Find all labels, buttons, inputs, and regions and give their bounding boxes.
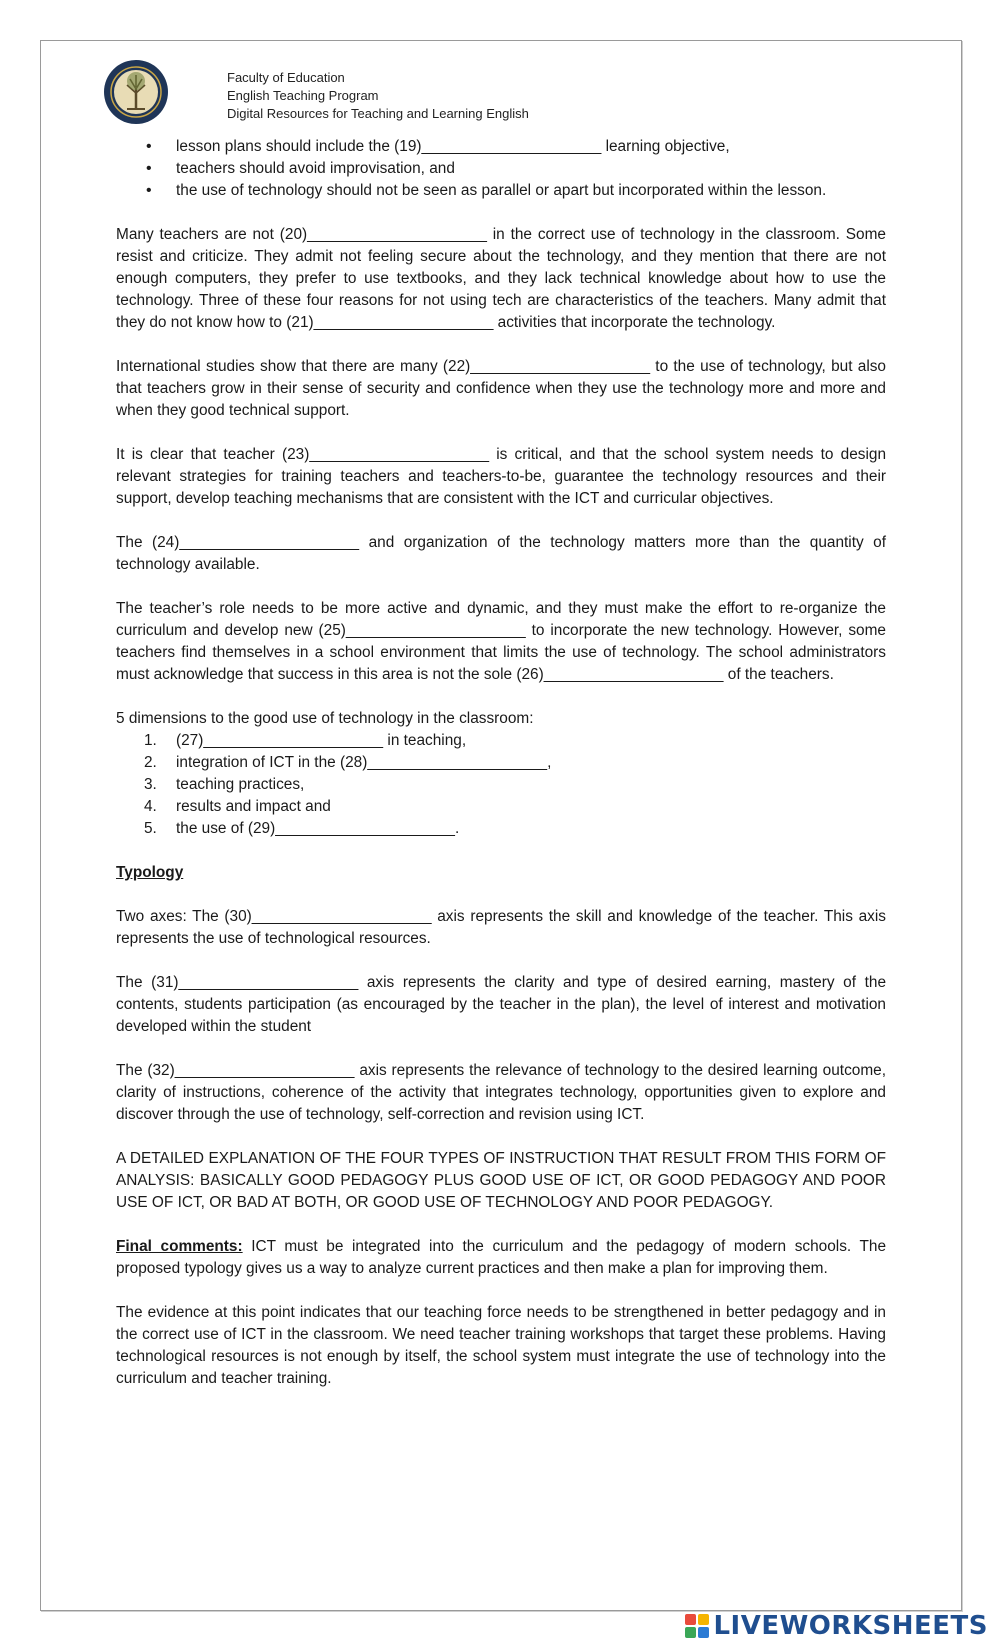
worksheet-content (116, 136, 886, 1412)
paragraph-blank-31: The (31)_____________________ axis represents the clarity and type of desired earning, mastery of the contents, students participation (as encouraged by the teacher in the plan), the level of interest and motivation developed within the student (116, 974, 886, 1035)
university-seal-logo (103, 59, 169, 125)
list-item: • the use of technology should not be seen as parallel or apart but incorporated within the lesson. (116, 180, 886, 202)
list-number: 4. (144, 798, 157, 815)
list-item (116, 752, 886, 774)
list-item: • lesson plans should include the (19)_____________________ learning objective, (116, 136, 886, 158)
dimensions-intro: 5 dimensions to the good use of technology in the classroom: (116, 710, 534, 727)
list-text: (27)_____________________ in teaching, (176, 732, 467, 749)
final-comments-text: ICT must be integrated into the curriculum and the pedagogy of modern schools. The proposed typology gives us a way to analyze current practices and then make a plan for improving them. (116, 1238, 886, 1277)
list-text: integration of ICT in the (28)_____________________, (176, 754, 552, 771)
liveworksheets-logo[interactable] (685, 1609, 988, 1643)
typology-heading: Typology (116, 864, 184, 881)
program-name: English Teaching Program (227, 88, 379, 103)
liveworksheets-logo-text: LIVEWORKSHEETS (713, 1611, 988, 1641)
liveworksheets-mark-icon (685, 1614, 709, 1638)
list-item (116, 818, 886, 840)
list-text: results and impact and (176, 798, 331, 815)
paragraph-blank-25: The teacher’s role needs to be more active and dynamic, and they must make the effort to re-organize the curriculum and develop new (25)_____________________ to incorporate the new technology. However, some teachers find themselves in a school environment that limits the use of technology. The school administrators must acknowledge that success in this area is not the sole (26)_____________________ of the teachers. (116, 600, 886, 683)
list-number: 2. (144, 754, 157, 771)
closing-paragraph: The evidence at this point indicates that our teaching force needs to be strengthened in better pedagogy and in the correct use of ICT in the classroom. We need teacher training workshops that target these problems. Having technological resources is not enough by itself, the school system must integrate the use of technology into the curriculum and teacher training. (116, 1304, 886, 1387)
faculty-name: Faculty of Education (227, 70, 345, 85)
final-comments-label: Final comments: (116, 1238, 243, 1255)
paragraph-blank-22: International studies show that there are many (22)_____________________ to the use of technology, but also that teachers grow in their sense of security and confidence when they use the technology more and more and when they good technical support. (116, 358, 886, 419)
instruction-types-summary: A DETAILED EXPLANATION OF THE FOUR TYPES OF INSTRUCTION THAT RESULT FROM THIS FORM OF ANALYSIS: BASICALLY GOOD PEDAGOGY PLUS GOOD USE OF ICT, OR GOOD PEDAGOGY AND POOR USE OF ICT, OR BAD AT BOTH, OR GOOD USE OF TECHNOLOGY AND POOR PEDAGOGY. (116, 1150, 886, 1211)
header-text (227, 69, 627, 123)
paragraph-blank-20: Many teachers are not (20)_____________________ in the correct use of technology in the classroom. Some resist and criticize. They admit not feeling secure about the technology, and they mention that there are not enough computers, they prefer to use textbooks, and they lack technical knowledge about how to use the technology. Three of these four reasons for not using tech are characteristics of the teachers. Many admit that they do not know how to (21)_____________________ activities that incorporate the technology. (116, 226, 886, 331)
paragraph-blank-24: The (24)_____________________ and organization of the technology matters more than the quantity of technology available. (116, 534, 886, 573)
list-text: the use of (29)_____________________. (176, 820, 460, 837)
list-number: 1. (144, 732, 157, 749)
worksheet-page (40, 40, 962, 1611)
paragraph-blank-32: The (32)_____________________ axis represents the relevance of technology to the desired learning outcome, clarity of instructions, coherence of the activity that integrates technology, opportunities given to explore and discover through the use of technology, self-correction and revision using ICT. (116, 1062, 886, 1123)
paragraph-blank-30: Two axes: The (30)_____________________ axis represents the skill and knowledge of the teacher. This axis represents the use of technological resources. (116, 908, 886, 947)
paragraph-blank-23: It is clear that teacher (23)_____________________ is critical, and that the school system needs to design relevant strategies for training teachers and teachers-to-be, guarantee the technology resources and their support, develop teaching mechanisms that are consistent with the ICT and curricular objectives. (116, 446, 886, 507)
list-item (116, 796, 886, 818)
list-item (116, 730, 886, 752)
list-item: • teachers should avoid improvisation, and (116, 158, 886, 180)
course-name: Digital Resources for Teaching and Learning English (227, 106, 529, 121)
list-number: 5. (144, 820, 157, 837)
bullet-list (116, 136, 886, 202)
list-item (116, 774, 886, 796)
list-number: 3. (144, 776, 157, 793)
list-text: teaching practices, (176, 776, 305, 793)
final-comments (116, 1236, 886, 1280)
dimensions-list (116, 730, 886, 840)
